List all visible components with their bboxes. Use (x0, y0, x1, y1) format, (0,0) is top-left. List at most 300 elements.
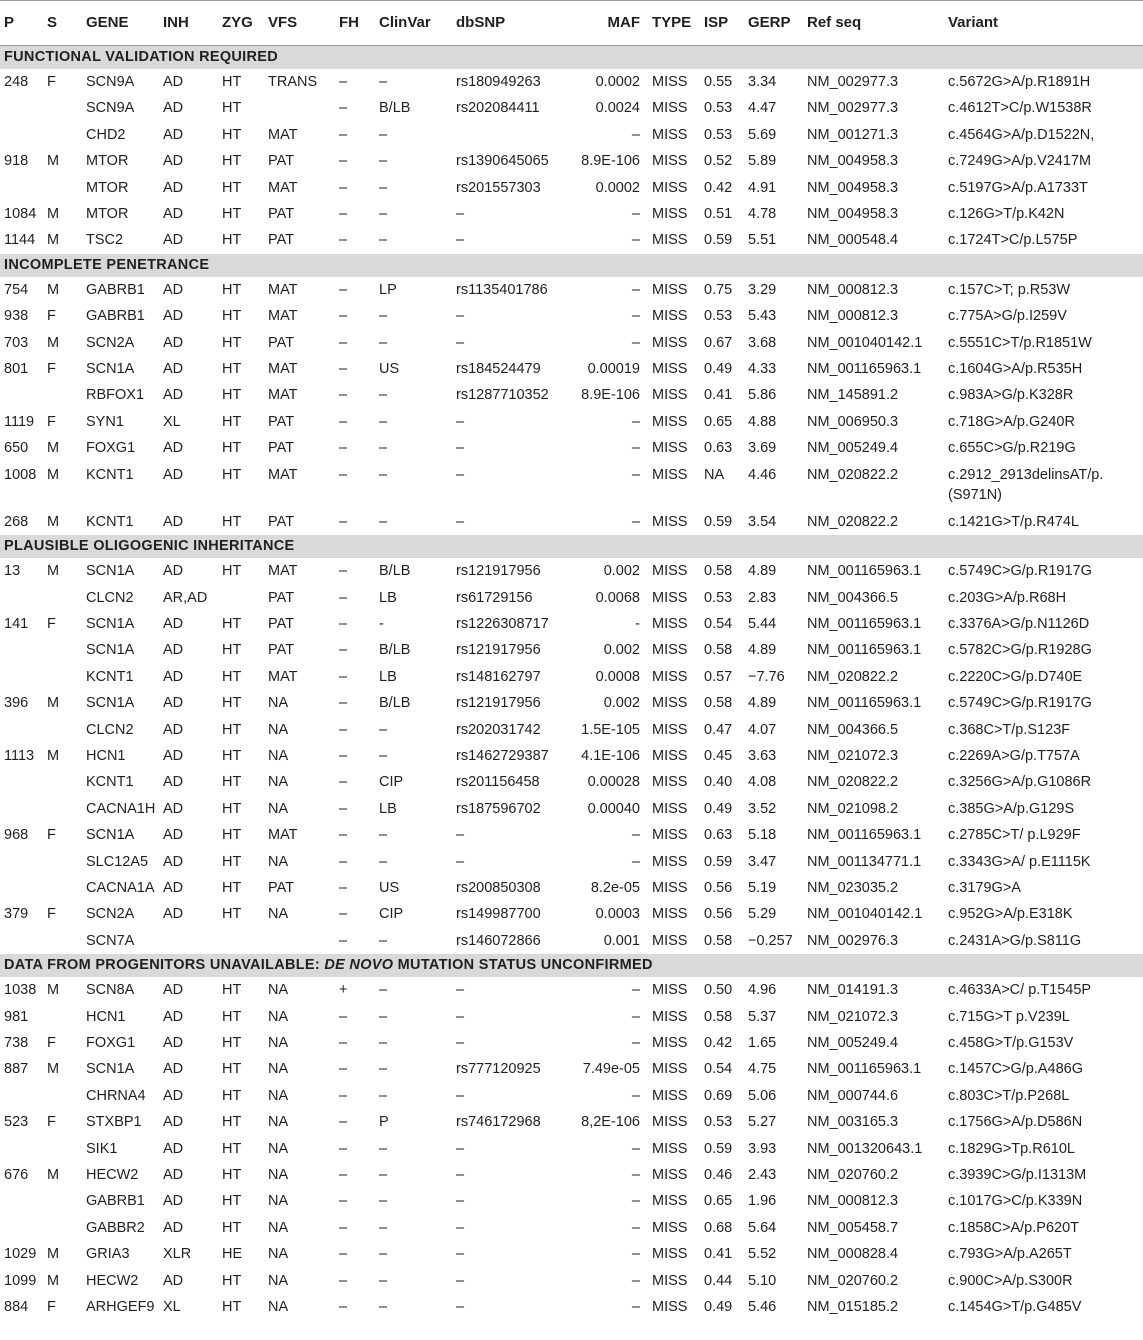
cell-s (43, 796, 82, 822)
cell-isp: 0.42 (704, 1035, 733, 1051)
cell-isp: 0.59 (704, 232, 733, 249)
cell-inh: AD (163, 879, 184, 896)
cell-variant: c.2912_2913delinsAT/p. (S971N) (948, 466, 1104, 503)
cell-variant: c.5749C>G/p.R1917G (948, 695, 1092, 712)
cell-dbsnp: rs746172968 (456, 1114, 541, 1131)
col-header-zyg: ZYG (218, 1, 264, 46)
cell-maf: 0.002 (603, 695, 640, 712)
cell-vfs: TRANS (268, 74, 318, 90)
cell-s: M (47, 695, 60, 712)
cell-fh: – (339, 513, 348, 530)
cell-maf: – (631, 1299, 640, 1316)
cell-type: MISS (652, 695, 688, 712)
col-header-variant: Variant (944, 1, 1143, 46)
cell-fh: – (339, 387, 348, 404)
cell-refseq: NM_021098.2 (807, 800, 899, 817)
cell-type: MISS (652, 153, 688, 170)
cell-fh: – (339, 153, 348, 170)
cell-vfs: MAT (268, 387, 298, 404)
cell-inh: AD (163, 206, 184, 223)
table-row (0, 1241, 1143, 1267)
cell-p (0, 849, 43, 875)
cell-gerp: 5.89 (748, 153, 777, 170)
cell-s: F (47, 74, 56, 90)
cell-dbsnp: – (456, 853, 465, 870)
section-title: PLAUSIBLE OLIGOGENIC INHERITANCE (0, 535, 1143, 558)
cell-fh: – (339, 1087, 348, 1104)
table-row (0, 1109, 1143, 1135)
col-header-type: TYPE (648, 1, 700, 46)
cell-s: F (47, 1114, 56, 1131)
cell-inh: AD (163, 179, 184, 196)
cell-p (0, 717, 43, 743)
cell-s: M (47, 466, 60, 483)
cell-s: M (47, 513, 60, 530)
cell-gene: CHD2 (86, 126, 126, 143)
table-row (0, 1188, 1143, 1214)
cell-type: MISS (652, 747, 688, 764)
cell-dbsnp: – (456, 1246, 465, 1263)
cell-gene: CHRNA4 (86, 1087, 146, 1104)
cell-refseq: NM_020760.2 (807, 1272, 899, 1289)
cell-variant: c.715G>T p.V239L (948, 1008, 1070, 1025)
cell-dbsnp: – (456, 413, 465, 430)
cell-p (0, 175, 43, 201)
cell-fh: – (339, 361, 348, 378)
cell-gene: SCN1A (86, 615, 135, 632)
cell-fh: – (339, 642, 348, 659)
cell-isp: 0.41 (704, 1246, 733, 1263)
cell-refseq: NM_001165963.1 (807, 1061, 922, 1078)
cell-isp: 0.53 (704, 308, 733, 325)
cell-clinvar: – (379, 1299, 388, 1316)
cell-zyg: HT (222, 1193, 242, 1210)
cell-variant: c.718G>A/p.G240R (948, 413, 1075, 430)
cell-vfs: MAT (268, 126, 298, 143)
table-row (0, 356, 1143, 382)
cell-type: MISS (652, 413, 688, 430)
cell-fh: – (339, 232, 348, 249)
cell-gene: TSC2 (86, 232, 124, 249)
cell-p (0, 1188, 43, 1214)
cell-isp: 0.51 (704, 206, 733, 223)
cell-fh: – (339, 308, 348, 325)
cell-maf: 0.001 (603, 932, 640, 949)
cell-inh: AD (163, 126, 184, 143)
cell-maf: – (631, 853, 640, 870)
cell-s (43, 1083, 82, 1109)
cell-s: M (47, 563, 60, 580)
cell-clinvar: – (379, 74, 388, 90)
cell-maf: – (631, 1219, 640, 1236)
cell-vfs: NA (268, 800, 289, 817)
cell-fh: – (339, 800, 348, 817)
cell-fh: – (339, 1299, 348, 1316)
cell-gene: CLCN2 (86, 589, 134, 606)
cell-vfs: NA (268, 1114, 289, 1131)
cell-s (43, 95, 82, 121)
cell-vfs: PAT (268, 206, 295, 223)
cell-gene: HECW2 (86, 1167, 139, 1184)
section-title: INCOMPLETE PENETRANCE (0, 254, 1143, 277)
cell-gerp: 3.47 (748, 853, 777, 870)
cell-clinvar: – (379, 721, 388, 738)
cell-variant: c.1454G>T/p.G485V (948, 1299, 1082, 1316)
cell-isp: 0.41 (704, 387, 733, 404)
table-row (0, 585, 1143, 611)
cell-inh (159, 928, 218, 954)
cell-dbsnp: rs1462729387 (456, 747, 549, 764)
cell-isp: 0.65 (704, 1193, 733, 1210)
cell-clinvar: - (379, 615, 384, 632)
table-row (0, 928, 1143, 954)
cell-inh: AD (163, 334, 184, 351)
cell-zyg: HT (222, 853, 242, 870)
cell-isp: 0.59 (704, 513, 733, 530)
cell-inh: AD (163, 906, 184, 923)
cell-gerp: 2.83 (748, 589, 777, 606)
cell-p: 1038 (4, 982, 37, 999)
cell-maf: 0.0003 (595, 906, 640, 923)
cell-dbsnp: – (456, 1167, 465, 1184)
cell-vfs: MAT (268, 361, 298, 378)
cell-p (0, 95, 43, 121)
cell-type: MISS (652, 206, 688, 223)
cell-fh: – (339, 1035, 348, 1051)
cell-refseq: NM_002976.3 (807, 932, 899, 949)
cell-gerp: 3.68 (748, 334, 777, 351)
cell-type: MISS (652, 563, 688, 580)
table-row (0, 743, 1143, 769)
cell-clinvar: US (379, 361, 400, 378)
col-header-isp: ISP (700, 1, 744, 46)
cell-clinvar: – (379, 126, 388, 143)
cell-variant: c.3179G>A (948, 879, 1021, 896)
cell-isp: 0.68 (704, 1219, 733, 1236)
cell-type: MISS (652, 721, 688, 738)
cell-s: M (47, 1061, 60, 1078)
cell-gene: MTOR (86, 153, 129, 170)
cell-isp: 0.52 (704, 153, 733, 170)
cell-vfs: PAT (268, 334, 295, 351)
cell-type: MISS (652, 440, 688, 457)
cell-s (43, 382, 82, 408)
cell-zyg: HT (222, 1219, 242, 1236)
cell-isp: 0.58 (704, 1008, 733, 1025)
cell-gene: STXBP1 (86, 1114, 142, 1131)
cell-maf: – (631, 1140, 640, 1157)
cell-clinvar: – (379, 1087, 388, 1104)
cell-inh: AD (163, 513, 184, 530)
cell-variant: c.385G>A/p.G129S (948, 800, 1075, 817)
cell-refseq: NM_002977.3 (807, 74, 899, 90)
cell-clinvar: – (379, 747, 388, 764)
cell-s: M (47, 1272, 60, 1289)
table-row (0, 227, 1143, 253)
table-row (0, 769, 1143, 795)
cell-type: MISS (652, 668, 688, 685)
cell-maf: 0.002 (603, 563, 640, 580)
cell-dbsnp: rs121917956 (456, 563, 541, 580)
cell-variant: c.803C>T/p.P268L (948, 1087, 1070, 1104)
cell-gerp: 5.37 (748, 1008, 777, 1025)
cell-zyg: HT (222, 206, 242, 223)
table-row (0, 558, 1143, 584)
table-row (0, 796, 1143, 822)
cell-zyg: HT (222, 982, 242, 999)
cell-isp: 0.53 (704, 589, 733, 606)
cell-inh: AD (163, 827, 184, 844)
cell-p: 968 (4, 827, 29, 844)
cell-refseq: NM_004958.3 (807, 153, 899, 170)
cell-maf: – (631, 827, 640, 844)
cell-vfs: NA (268, 853, 289, 870)
cell-isp: 0.69 (704, 1087, 733, 1104)
cell-gene: CACNA1H (86, 800, 156, 817)
table-row (0, 690, 1143, 716)
cell-fh: – (339, 563, 348, 580)
cell-p: 1119 (4, 413, 35, 430)
table-row (0, 69, 1143, 95)
cell-gene: ARHGEF9 (86, 1299, 155, 1316)
cell-gene: GABRB1 (86, 281, 145, 298)
cell-fh: – (339, 1167, 348, 1184)
table-row (0, 277, 1143, 303)
cell-dbsnp: rs121917956 (456, 642, 541, 659)
cell-dbsnp: – (456, 440, 465, 457)
cell-dbsnp: – (456, 1140, 465, 1157)
cell-p: 938 (4, 308, 29, 325)
cell-gene: SYN1 (86, 413, 124, 430)
table-row (0, 901, 1143, 927)
cell-maf: – (631, 1035, 640, 1051)
cell-refseq: NM_020822.2 (807, 513, 899, 530)
cell-clinvar: B/LB (379, 695, 411, 712)
cell-type: MISS (652, 774, 688, 791)
cell-variant: c.5749C>G/p.R1917G (948, 563, 1092, 580)
cell-fh: – (339, 879, 348, 896)
cell-variant: c.3343G>A/ p.E1115K (948, 853, 1091, 870)
cell-clinvar: – (379, 153, 388, 170)
cell-type: MISS (652, 1246, 688, 1263)
cell-gerp: 1.65 (748, 1035, 777, 1051)
table-row (0, 611, 1143, 637)
cell-p: 13 (4, 563, 21, 580)
cell-gene: RBFOX1 (86, 387, 145, 404)
cell-inh: AD (163, 982, 184, 999)
cell-maf: – (631, 1272, 640, 1289)
cell-zyg: HT (222, 642, 242, 659)
cell-gerp: 5.51 (748, 232, 777, 249)
table-row (0, 1136, 1143, 1162)
cell-dbsnp: rs61729156 (456, 589, 533, 606)
cell-vfs: NA (268, 1140, 289, 1157)
table-row (0, 95, 1143, 121)
cell-inh: AD (163, 1114, 184, 1131)
cell-clinvar: – (379, 982, 388, 999)
cell-refseq: NM_005458.7 (807, 1219, 899, 1236)
cell-s: F (47, 413, 56, 430)
cell-variant: c.458G>T/p.G153V (948, 1035, 1074, 1051)
cell-gerp: −7.76 (748, 668, 785, 685)
table-row (0, 875, 1143, 901)
cell-gene: GABBR2 (86, 1219, 145, 1236)
cell-p (0, 585, 43, 611)
cell-type: MISS (652, 879, 688, 896)
cell-p (0, 1083, 43, 1109)
cell-vfs: NA (268, 1035, 289, 1051)
cell-gerp: 3.69 (748, 440, 777, 457)
cell-vfs: PAT (268, 513, 295, 530)
cell-s: M (47, 153, 60, 170)
cell-gerp: 3.29 (748, 281, 777, 298)
cell-inh: AD (163, 800, 184, 817)
cell-type: MISS (652, 1272, 688, 1289)
cell-isp: 0.53 (704, 100, 733, 117)
cell-s (43, 175, 82, 201)
cell-gerp: 5.46 (748, 1299, 777, 1316)
cell-s (43, 849, 82, 875)
cell-dbsnp: rs1135401786 (456, 281, 548, 298)
cell-variant: c.2269A>G/p.T757A (948, 747, 1080, 764)
cell-refseq: NM_145891.2 (807, 387, 899, 404)
cell-dbsnp: – (456, 232, 465, 249)
cell-vfs (264, 928, 335, 954)
cell-isp: 0.54 (704, 1061, 733, 1078)
cell-gerp: 4.08 (748, 774, 777, 791)
cell-clinvar: LP (379, 281, 397, 298)
cell-gene: CLCN2 (86, 721, 134, 738)
cell-dbsnp: rs146072866 (456, 932, 541, 949)
col-header-fh: FH (335, 1, 375, 46)
table-row (0, 201, 1143, 227)
cell-vfs: NA (268, 1167, 289, 1184)
table-row (0, 717, 1143, 743)
cell-type: MISS (652, 982, 688, 999)
cell-gene: SCN8A (86, 982, 135, 999)
cell-gerp: 5.27 (748, 1114, 777, 1131)
cell-clinvar: – (379, 513, 388, 530)
cell-refseq: NM_000828.4 (807, 1246, 899, 1263)
table-row (0, 122, 1143, 148)
cell-variant: c.1457C>G/p.A486G (948, 1061, 1084, 1078)
cell-clinvar: – (379, 179, 388, 196)
cell-maf: – (631, 1246, 640, 1263)
cell-vfs: PAT (268, 642, 295, 659)
cell-isp: 0.59 (704, 853, 733, 870)
cell-inh: AD (163, 100, 184, 117)
cell-type: MISS (652, 74, 688, 90)
cell-s: F (47, 1299, 56, 1316)
cell-vfs: NA (268, 1246, 289, 1263)
cell-vfs: MAT (268, 308, 298, 325)
cell-gene: SCN7A (86, 932, 135, 949)
cell-gene: SCN2A (86, 334, 135, 351)
cell-type: MISS (652, 1299, 688, 1316)
cell-zyg: HT (222, 179, 242, 196)
cell-refseq: NM_021072.3 (807, 747, 899, 764)
cell-maf: 0.0024 (595, 100, 640, 117)
cell-refseq: NM_001165963.1 (807, 695, 922, 712)
cell-variant: c.5197G>A/p.A1733T (948, 179, 1088, 196)
cell-vfs: PAT (268, 232, 295, 249)
table-row (0, 303, 1143, 329)
cell-isp: 0.50 (704, 982, 733, 999)
cell-clinvar: LB (379, 589, 397, 606)
table-row (0, 977, 1143, 1003)
table-row (0, 409, 1143, 435)
cell-p: 801 (4, 361, 29, 378)
cell-variant: c.3376A>G/p.N1126D (948, 615, 1090, 632)
cell-s (43, 1215, 82, 1241)
cell-gene: SCN1A (86, 563, 135, 580)
cell-zyg: HT (222, 100, 242, 117)
cell-p: 887 (4, 1061, 29, 1078)
cell-isp: 0.47 (704, 721, 733, 738)
cell-gerp: 4.96 (748, 982, 777, 999)
cell-s: M (47, 281, 60, 298)
cell-gerp: 4.46 (748, 466, 777, 483)
cell-p: 981 (4, 1008, 29, 1025)
cell-clinvar: B/LB (379, 563, 411, 580)
cell-inh: AD (163, 721, 184, 738)
cell-refseq: NM_004366.5 (807, 589, 899, 606)
table-row (0, 664, 1143, 690)
cell-zyg: HT (222, 800, 242, 817)
cell-clinvar: – (379, 232, 388, 249)
table-row (0, 637, 1143, 663)
cell-variant: c.1017G>C/p.K339N (948, 1193, 1083, 1210)
cell-fh: – (339, 1061, 348, 1078)
cell-inh: AD (163, 1035, 184, 1051)
section-header (0, 254, 1143, 277)
table-row (0, 1083, 1143, 1109)
cell-gene: SLC12A5 (86, 853, 149, 870)
cell-zyg: HT (222, 361, 242, 378)
cell-fh: – (339, 440, 348, 457)
cell-clinvar: – (379, 1140, 388, 1157)
cell-refseq: NM_000812.3 (807, 281, 899, 298)
cell-dbsnp: rs202031742 (456, 721, 541, 738)
cell-inh: AD (163, 1272, 184, 1289)
cell-fh: – (339, 721, 348, 738)
cell-gene: FOXG1 (86, 440, 136, 457)
cell-isp: 0.56 (704, 879, 733, 896)
cell-maf: 8.9E-106 (581, 387, 640, 404)
cell-inh: AD (163, 1193, 184, 1210)
cell-fh: – (339, 853, 348, 870)
cell-maf: – (631, 466, 640, 483)
cell-variant: c.1858C>A/p.P620T (948, 1219, 1079, 1236)
cell-fh: – (339, 1114, 348, 1131)
cell-vfs: NA (268, 1299, 289, 1316)
cell-s: M (47, 440, 60, 457)
cell-type: MISS (652, 1061, 688, 1078)
cell-variant: c.3256G>A/p.G1086R (948, 774, 1092, 791)
cell-vfs: NA (268, 1219, 289, 1236)
cell-fh: – (339, 906, 348, 923)
cell-fh: – (339, 1246, 348, 1263)
cell-isp: 0.63 (704, 827, 733, 844)
cell-refseq: NM_000548.4 (807, 232, 899, 249)
cell-inh: AD (163, 1087, 184, 1104)
cell-zyg: HT (222, 721, 242, 738)
cell-gerp: 4.47 (748, 100, 777, 117)
cell-clinvar: – (379, 308, 388, 325)
cell-dbsnp: – (456, 206, 465, 223)
cell-variant: c.203G>A/p.R68H (948, 589, 1067, 606)
section-header (0, 535, 1143, 558)
